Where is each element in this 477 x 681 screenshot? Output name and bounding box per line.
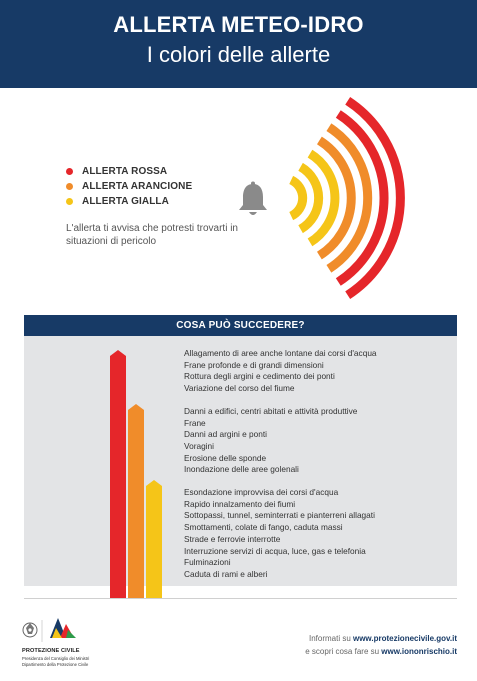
list-item: Interruzione servizi di acqua, luce, gas e telefonia [184, 545, 366, 556]
page-subtitle: I colori delle allerte [146, 42, 331, 67]
consequence-group-gialla [184, 487, 454, 581]
italian-emblem-icon [23, 623, 37, 637]
list-item: Esondazione improvvisa dei corsi d'acqua [184, 487, 339, 498]
bell-icon [235, 180, 271, 220]
footer-line-1 [305, 632, 457, 645]
list-item: Allagamento di aree anche lontane dai corsi d'acqua [184, 348, 377, 358]
logo-subtitle-2: Dipartimento della Protezione Civile [22, 662, 89, 667]
footer-text: e scopri cosa fare su [305, 647, 382, 656]
logo-title: PROTEZIONE CIVILE [22, 648, 80, 654]
list-item: Erosione delle sponde [184, 452, 267, 463]
list-item: Danni a edifici, centri abitati e attività produttive [184, 405, 358, 416]
red-dot-icon [66, 168, 73, 175]
list-item: Rapido innalzamento dei fiumi [184, 498, 296, 509]
list-item: Frane [184, 417, 206, 428]
legend-label: ALLERTA GIALLA [82, 196, 169, 207]
alert-legend [66, 164, 192, 209]
link-iononrischio[interactable]: www.iononrischio.it [381, 647, 457, 656]
list-item: Fulminazioni [184, 557, 231, 568]
consequence-group-rossa [184, 348, 454, 395]
list-item: Variazione del corso del fiume [184, 383, 295, 394]
footer-text: Informati su [308, 634, 353, 643]
list-item: Sottopassi, tunnel, seminterrati e pianterreni allagati [184, 510, 375, 521]
legend-item-orange [66, 179, 192, 194]
legend-label: ALLERTA ROSSA [82, 166, 168, 177]
legend-item-yellow [66, 194, 192, 209]
orange-dot-icon [66, 183, 73, 190]
panel-heading: COSA PUÒ SUCCEDERE? [24, 315, 457, 336]
list-item: Frane profonde e di grandi dimensioni [184, 359, 324, 370]
link-protezionecivile[interactable]: www.protezionecivile.gov.it [352, 634, 457, 643]
list-item: Strade e ferrovie interrotte [184, 533, 281, 544]
list-item: Inondazione delle aree golenali [184, 464, 299, 475]
logo-subtitle-1: Presidenza del Consiglio dei Ministri [22, 656, 90, 661]
consequence-groups [184, 348, 454, 592]
signal-waves-icon [270, 96, 430, 306]
legend-item-red [66, 164, 192, 179]
list-item: Rottura degli argini e cedimento dei ponti [184, 371, 335, 382]
footer-line-2 [305, 645, 457, 658]
legend-label: ALLERTA ARANCIONE [82, 181, 193, 192]
footer-divider [24, 598, 457, 599]
yellow-dot-icon [66, 198, 73, 205]
consequence-group-arancione [184, 406, 454, 476]
header [0, 0, 477, 88]
page-title: ALLERTA METEO-IDRO [113, 12, 364, 37]
list-item: Caduta di rami e alberi [184, 568, 268, 579]
alert-level-bars [108, 348, 172, 600]
list-item: Voragini [184, 440, 214, 451]
list-item: Danni ad argini e ponti [184, 429, 268, 440]
list-item: Smottamenti, colate di fango, caduta massi [184, 522, 343, 533]
footer-info [305, 632, 457, 658]
intro-text: L'allerta ti avvisa che potresti trovarti in situazioni di pericolo [66, 223, 238, 247]
